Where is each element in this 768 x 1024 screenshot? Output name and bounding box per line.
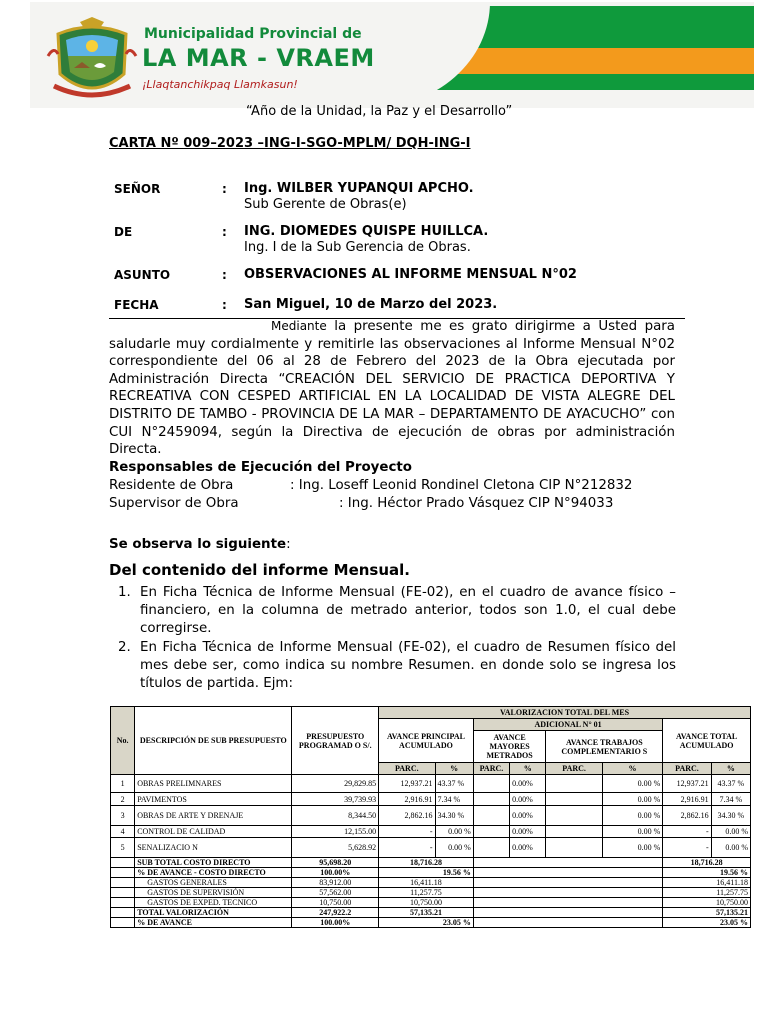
pct-cd-avance-total: 19.56 % [663,868,751,878]
cell-descripcion: OBRAS PRELIMNARES [135,775,292,793]
cell-ap-parc: - [379,838,435,858]
cell-ap-parc: 12,937.21 [379,775,435,793]
col-header-pct: % [510,763,546,775]
col-header-parc: PARC. [379,763,435,775]
municipality-name-line1: Municipalidad Provincial de [144,26,362,42]
col-header-presupuesto: PRESUPUESTO PROGRAMAD O S/. [292,707,379,775]
gastos-supervision-avance-principal: 11,257.75 [379,888,474,898]
cell-ap-pct: 7.34 % [435,793,473,806]
cell-ap-parc: 2,862.16 [379,806,435,826]
subtotal-label: SUB TOTAL COSTO DIRECTO [135,858,292,868]
pct-avance-avance-principal: 23.05 % [379,918,474,928]
field-label-senor: SEÑOR [114,182,161,196]
observa-text: Se observa lo siguiente [109,537,287,552]
observation-text: En Ficha Técnica de Informe Mensual (FE-02), el cuadro de Resumen físico del mes debe ser, como indica su nombre Resumen. en donde solo se ingresa los títulos de partida. Ejm: [140,640,676,691]
field-value-senor-role: Sub Gerente de Obras(e) [244,197,407,212]
gastos-supervision-avance-total: 11,257.75 [663,888,751,898]
cell-at-parc: 12,937.21 [663,775,711,793]
header-green-band-lower [430,74,754,90]
intro-first-word: Mediante [271,319,327,333]
cell-mm-pct: 0.00% [510,775,546,793]
municipality-name-line2: LA MAR - VRAEM [142,44,375,72]
subtotal-avance-total: 18,716.28 [663,858,751,868]
cell-presupuesto: 29,829.85 [292,775,379,793]
cell-tc-parc [546,806,602,826]
gastos-generales-presupuesto: 83,912.00 [292,878,379,888]
residente-value: : Ing. Loseff Leonid Rondinel Cletona CIP N°212832 [290,478,633,493]
municipality-shield-logo [44,16,140,102]
cell-tc-pct: 0.00 % [602,826,662,838]
pct-avance-avance-total: 23.05 % [663,918,751,928]
field-label-fecha: FECHA [114,298,159,312]
gastos-supervision-row [111,888,751,898]
cell-ap-pct: 0.00 % [435,826,473,838]
cell-at-pct: 43.37 % [711,775,750,793]
cell-at-parc: - [663,826,711,838]
total-valorizacion-avance-total: 57,135.21 [663,908,751,918]
cell-at-pct: 34.30 % [711,806,750,826]
cell-ap-parc: - [379,826,435,838]
gastos-expediente-avance-total: 10,750.00 [663,898,751,908]
cell-no: 3 [111,806,135,826]
col-header-pct: % [711,763,750,775]
col-header-pct: % [602,763,662,775]
gastos-supervision-presupuesto: 57,562.00 [292,888,379,898]
header-wave-shape [370,2,490,108]
col-header-valorizacion: VALORIZACION TOTAL DEL MES [379,707,751,719]
cell-tc-pct: 0.00 % [602,806,662,826]
cell-mm-pct: 0.00% [510,793,546,806]
field-value-de-role: Ing. I de la Sub Gerencia de Obras. [244,240,471,255]
responsables-title: Responsables de Ejecución del Proyecto [109,460,413,475]
field-value-senor-name: Ing. WILBER YUPANQUI APCHO. [244,181,474,196]
pct-cd-row [111,868,751,878]
cell-descripcion: SENALIZACIO N [135,838,292,858]
field-colon: : [222,225,227,239]
cell-tc-parc [546,838,602,858]
cell-no: 4 [111,826,135,838]
cell-descripcion: CONTROL DE CALIDAD [135,826,292,838]
gastos-generales-avance-total: 16,411.18 [663,878,751,888]
cell-tc-pct: 0.00 % [602,775,662,793]
observation-item [118,584,676,638]
table-row [111,775,751,793]
gastos-expediente-row [111,898,751,908]
field-value-de-name: ING. DIOMEDES QUISPE HUILLCA. [244,224,489,239]
col-header-avance-principal: AVANCE PRINCIPAL ACUMULADO [379,719,474,763]
cell-ap-pct: 43.37 % [435,775,473,793]
table-row [111,838,751,858]
table-row [111,806,751,826]
gastos-generales-avance-principal: 16,411.18 [379,878,474,888]
col-header-adicional: ADICIONAL N° 01 [473,719,662,731]
cell-ap-pct: 0.00 % [435,838,473,858]
gastos-generales-label: GASTOS GENERALES [135,878,292,888]
observation-item [118,639,676,693]
municipality-slogan: ¡Llaqtanchikpaq Llamkasun! [142,78,298,91]
intro-paragraph [109,318,675,459]
residente-label: Residente de Obra [109,478,234,493]
cell-tc-pct: 0.00 % [602,838,662,858]
contenido-title: Del contenido del informe Mensual. [109,561,410,579]
cell-ap-parc: 2,916.91 [379,793,435,806]
cell-mm-pct: 0.00% [510,826,546,838]
pct-avance-label: % DE AVANCE [135,918,292,928]
col-header-no: No. [111,707,135,775]
cell-mm-parc [473,775,509,793]
cell-no: 1 [111,775,135,793]
cell-at-parc: 2,916.91 [663,793,711,806]
cell-presupuesto: 8,344.50 [292,806,379,826]
cell-mm-pct: 0.00% [510,806,546,826]
gastos-supervision-label: GASTOS DE SUPERVISIÓN [135,888,292,898]
table-row [111,793,751,806]
valorizacion-table [110,706,751,928]
col-header-parc: PARC. [663,763,711,775]
cell-at-pct: 0.00 % [711,838,750,858]
header-banner [30,2,754,108]
observation-number: 1. [118,585,131,600]
cell-mm-parc [473,793,509,806]
total-valorizacion-presupuesto: 247,922.2 [292,908,379,918]
cell-tc-parc [546,826,602,838]
letter-title: CARTA Nº 009–2023 –ING-I-SGO-MPLM/ DQH-ING-I [109,136,471,151]
cell-mm-pct: 0.00% [510,838,546,858]
intro-text: la presente me es grato dirigirme a Usted para saludarle muy cordialmente y remitirle las observaciones al Informe Mensual N°02 correspondiente del 06 al 28 de Febrero del 2023 de la Obra ejecutada por Administración Directa “CREACIÓN DEL SERVICIO DE PRACTICA DEPORTIVA Y RECREATIVA CON CESPED ARTIFICIAL EN LA LOCALIDAD DE VISTA ALEGRE DEL DISTRITO DE TAMBO - PROVINCIA DE LA MAR – DEPARTAMENTO DE AYACUCHO” con CUI N°2459094, según la Directiva de ejecución de obras por administración Directa. [109,319,675,458]
cell-descripcion: PAVIMENTOS [135,793,292,806]
col-header-parc: PARC. [546,763,602,775]
cell-descripcion: OBRAS DE ARTE Y DRENAJE [135,806,292,826]
cell-tc-pct: 0.00 % [602,793,662,806]
cell-no: 2 [111,793,135,806]
field-label-de: DE [114,225,133,239]
cell-at-pct: 7.34 % [711,793,750,806]
observa-line [109,537,291,552]
field-colon: : [222,298,227,312]
pct-avance-row [111,918,751,928]
subtotal-row [111,858,751,868]
field-colon: : [222,268,227,282]
col-header-parc: PARC. [473,763,509,775]
observation-number: 2. [118,640,131,655]
cell-no: 5 [111,838,135,858]
cell-ap-pct: 34.30 % [435,806,473,826]
cell-mm-parc [473,838,509,858]
cell-presupuesto: 12,155.00 [292,826,379,838]
cell-mm-parc [473,806,509,826]
gastos-expediente-avance-principal: 10,750.00 [379,898,474,908]
cell-presupuesto: 39,739.93 [292,793,379,806]
cell-at-pct: 0.00 % [711,826,750,838]
pct-cd-avance-principal: 19.56 % [379,868,474,878]
gastos-generales-row [111,878,751,888]
gastos-expediente-presupuesto: 10,750.00 [292,898,379,908]
col-header-trabajos-complementarios: AVANCE TRABAJOS COMPLEMENTARIO S [546,731,663,763]
total-valorizacion-row [111,908,751,918]
supervisor-value: : Ing. Héctor Prado Vásquez CIP N°94033 [339,496,614,511]
col-header-mayores-metrados: AVANCE MAYORES METRADOS [473,731,546,763]
cell-at-parc: 2,862.16 [663,806,711,826]
gastos-expediente-label: GASTOS DE EXPED. TECNICO [135,898,292,908]
subtotal-presupuesto: 95,698.20 [292,858,379,868]
pct-cd-presupuesto: 100.00% [292,868,379,878]
observation-text: En Ficha Técnica de Informe Mensual (FE-02), en el cuadro de avance físico – financiero, en la columna de metrado anterior, todos son 1.0, el cual debe corregirse. [140,585,676,636]
field-value-fecha: San Miguel, 10 de Marzo del 2023. [244,297,498,312]
col-header-avance-total: AVANCE TOTAL ACUMULADO [663,719,751,763]
total-valorizacion-label: TOTAL VALORIZACIÓN [135,908,292,918]
field-label-asunto: ASUNTO [114,268,171,282]
pct-avance-presupuesto: 100.00% [292,918,379,928]
observa-colon: : [286,537,291,552]
field-value-asunto: OBSERVACIONES AL INFORME MENSUAL N°02 [244,267,577,282]
cell-presupuesto: 5,628.92 [292,838,379,858]
cell-tc-parc [546,775,602,793]
cell-tc-parc [546,793,602,806]
field-colon: : [222,182,227,196]
col-header-descripcion: DESCRIPCIÓN DE SUB PRESUPUESTO [135,707,292,775]
supervisor-label: Supervisor de Obra [109,496,239,511]
cell-at-parc: - [663,838,711,858]
cell-mm-parc [473,826,509,838]
pct-cd-label: % DE AVANCE - COSTO DIRECTO [135,868,292,878]
table-row [111,826,751,838]
subtotal-avance-principal: 18,716.28 [379,858,474,868]
year-motto: “Año de la Unidad, la Paz y el Desarrollo” [246,104,513,119]
col-header-pct: % [435,763,473,775]
total-valorizacion-avance-principal: 57,135.21 [379,908,474,918]
